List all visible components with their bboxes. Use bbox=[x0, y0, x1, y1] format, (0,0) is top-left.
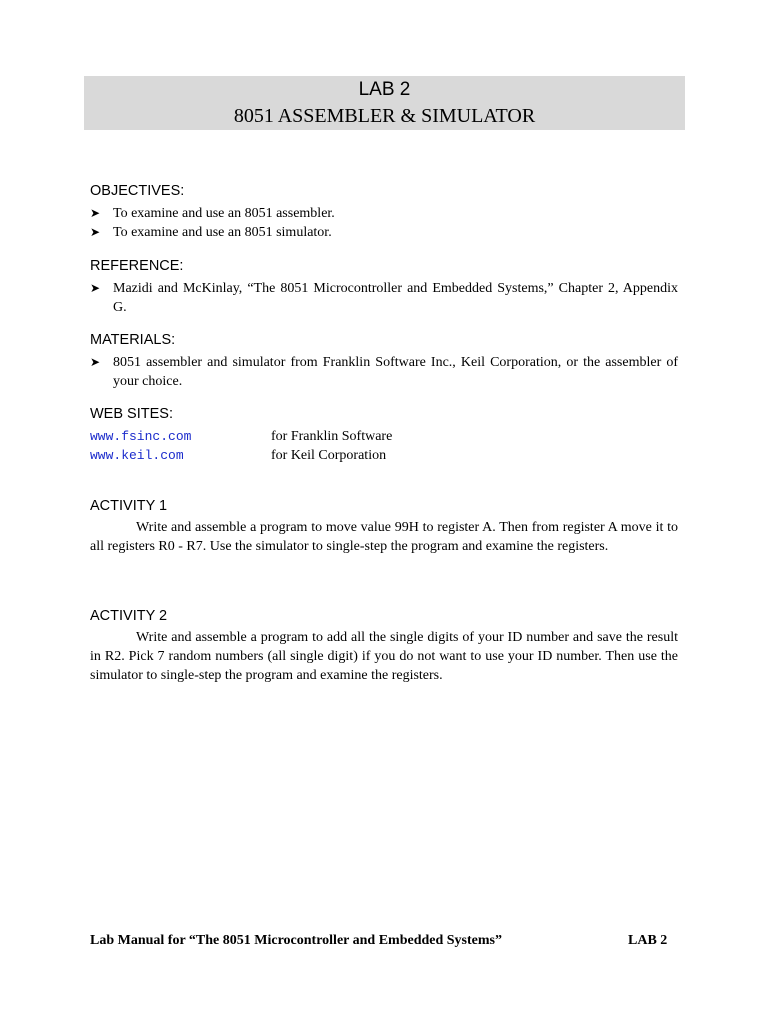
web-site-desc: for Keil Corporation bbox=[271, 448, 387, 463]
list-item bbox=[90, 223, 678, 242]
footer-lab-label: LAB 2 bbox=[628, 933, 668, 948]
arrowhead-bullet-icon: ➤ bbox=[90, 281, 101, 295]
lab-header bbox=[84, 76, 685, 130]
web-link-fsinc[interactable]: www.fsinc.com bbox=[90, 429, 192, 444]
activity2-heading: ACTIVITY 2 bbox=[90, 608, 168, 624]
lab-title: 8051 ASSEMBLER & SIMULATOR bbox=[233, 105, 536, 127]
activity2-text: Write and assemble a program to add all the single digits of your ID number and save the result in R2. Pick 7 random numbers (all single digit) if you do not want to use your ID number. Then use the simulator to single-step the program and examine the registers. bbox=[90, 630, 678, 683]
objective-text: To examine and use an 8051 assembler. bbox=[113, 206, 335, 221]
objectives-list bbox=[90, 204, 678, 242]
reference-list bbox=[90, 279, 678, 317]
arrowhead-bullet-icon: ➤ bbox=[90, 225, 101, 239]
web-site-row bbox=[90, 427, 392, 446]
web-sites-heading: WEB SITES: bbox=[90, 406, 173, 422]
materials-heading: MATERIALS: bbox=[90, 332, 176, 348]
materials-text: 8051 assembler and simulator from Franklin Software Inc., Keil Corporation, or the assembler of your choice. bbox=[113, 355, 678, 389]
objective-text: To examine and use an 8051 simulator. bbox=[113, 225, 332, 240]
activity1-text: Write and assemble a program to move value 99H to register A. Then from register A move it to all registers R0 - R7. Use the simulator to single-step the program and examine the registers. bbox=[90, 520, 678, 554]
lab-number: LAB 2 bbox=[358, 79, 411, 100]
footer-manual-title: Lab Manual for “The 8051 Microcontroller and Embedded Systems” bbox=[90, 933, 502, 948]
web-site-desc: for Franklin Software bbox=[271, 429, 393, 444]
arrowhead-bullet-icon: ➤ bbox=[90, 355, 101, 369]
web-site-row bbox=[90, 446, 386, 465]
reference-heading: REFERENCE: bbox=[90, 258, 184, 274]
reference-text: Mazidi and McKinlay, “The 8051 Microcontroller and Embedded Systems,” Chapter 2, Appendix G. bbox=[113, 281, 678, 315]
list-item bbox=[90, 204, 678, 223]
list-item bbox=[90, 279, 678, 317]
materials-list bbox=[90, 353, 678, 391]
activity1-heading: ACTIVITY 1 bbox=[90, 498, 168, 514]
objectives-heading: OBJECTIVES: bbox=[90, 183, 185, 199]
list-item bbox=[90, 353, 678, 391]
arrowhead-bullet-icon: ➤ bbox=[90, 206, 101, 220]
web-link-keil[interactable]: www.keil.com bbox=[90, 448, 184, 463]
